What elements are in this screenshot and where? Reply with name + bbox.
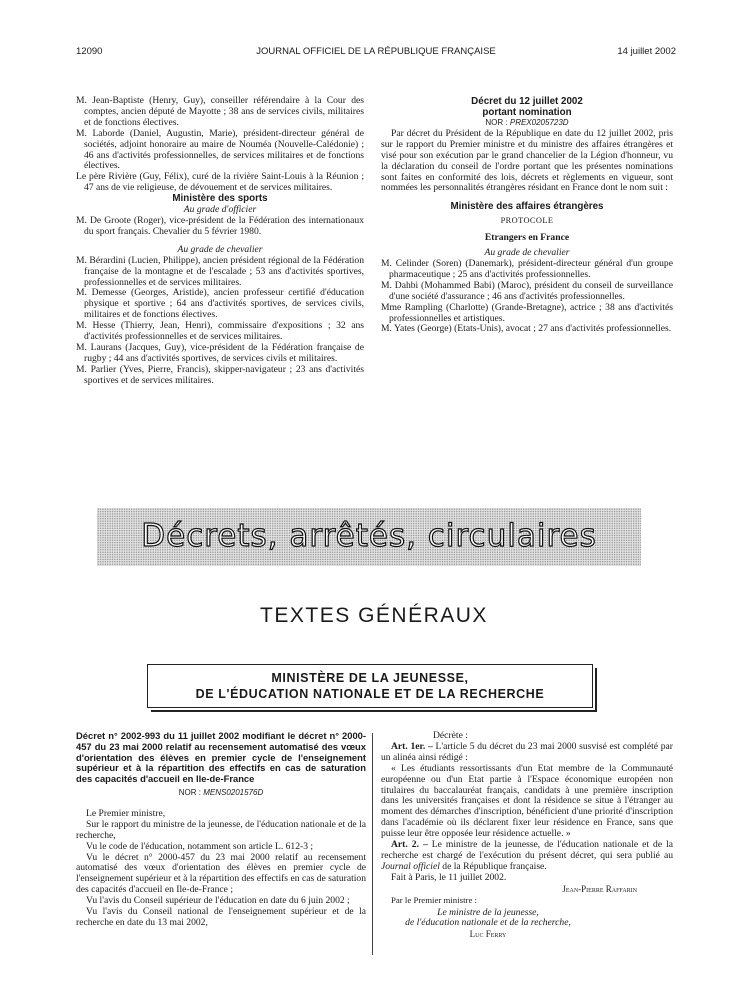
list-item: M. Jean-Baptiste (Henry, Guy), conseiller référendaire à la Cour des comptes, ancien député de Mayotte ; 38 ans de services civils, militaires et de fonctions électives. xyxy=(76,95,364,128)
ministry-box-line1: MINISTÈRE DE LA JEUNESSE, xyxy=(271,671,469,685)
decree-subtitle: portant nomination xyxy=(482,107,572,118)
grade-officier-label: Au grade d'officier xyxy=(183,204,257,216)
article-1: Art. 1er. – L'article 5 du décret du 23 mai 2000 susvisé est complété par un alinéa ainsi rédigé : xyxy=(381,740,673,763)
nor-reference: NOR : MENS0201576D xyxy=(178,787,264,797)
paragraph: Sur le rapport du ministre de la jeunesse, de l'éducation nationale et de la recherche, xyxy=(76,818,366,841)
list-item: M. Hesse (Thierry, Jean, Henri), commissaire d'expositions ; 32 ans d'activités professionnelles et de services militaires. xyxy=(76,320,364,343)
top-right-column xyxy=(381,96,673,335)
minister-title-2: de l'éducation nationale et de la recherche, xyxy=(405,917,571,929)
column-divider xyxy=(372,733,373,955)
section-banner xyxy=(97,508,641,566)
minister-name: Luc Ferry xyxy=(469,929,507,940)
fait-line: Fait à Paris, le 11 juillet 2002. xyxy=(391,871,507,883)
section-title: TEXTES GÉNÉRAUX xyxy=(260,604,488,627)
article-1-quote: « Les étudiants ressortissants d'un Etat membre de la Communauté européenne ou d'un Etat partie à l'Espace économique européen non titulaires du baccalauréat français, candidats à une première inscription dans les universités françaises et dont la résidence se situe à l'étranger au moment des démarches d'inscription, bénéficient d'une priorité d'inscription dans l'académie où ils déclarent fixer leur résidence en France, sans que puisse leur être opposée leur résidence actuelle. » xyxy=(381,762,673,840)
list-item: M. Laborde (Daniel, Augustin, Marie), président-directeur général de sociétés, adjoint honoraire au maire de Nouméa (Nouvelle-Calédonie) ; 46 ans d'activités professionnelles, de services militaires et de fonctions électives. xyxy=(76,127,364,172)
top-left-column xyxy=(76,96,364,387)
article-2: Art. 2. – Le ministre de la jeunesse, de l'éducation nationale et de la recherche est chargé de l'exécution du présent décret, qui sera publié au Journal officiel de la République française. xyxy=(381,839,673,872)
par-le-label: Par le Premier ministre : xyxy=(391,894,477,905)
bottom-right-column xyxy=(381,731,673,940)
grade-chevalier-label: Au grade de chevalier xyxy=(484,247,570,259)
list-item: M. Dahbi (Mohammed Babi) (Maroc), président du conseil de surveillance d'une société d'assurance ; 46 ans d'activités professionnelles. xyxy=(381,279,673,302)
list-item: M. De Groote (Roger), vice-président de la Fédération des internationaux du sport français. Chevalier du 5 février 1980. xyxy=(76,214,364,237)
paragraph: Vu l'avis du Conseil supérieur de l'éducation en date du 6 juin 2002 ; xyxy=(86,895,350,907)
list-item: M. Demesse (Georges, Aristide), ancien professeur certifié d'éducation physique et sportive ; 64 ans d'activités sportives, de services civils, militaires et de fonctions électives. xyxy=(76,287,364,321)
decree-body: Par décret du Président de la République en date du 12 juillet 2002, pris sur le rapport du Premier ministre et du ministre des affaires étrangères et visé pour son exécution par le grand chancelier de la Légion d'honneur, vu la déclaration du conseil de l'ordre portant que les présentes nominations sont faites en conformité des lois, décrets et règlements en vigueur, sont nommées les personnalités étrangères résidant en France dont le nom suit : xyxy=(381,127,673,194)
nor-reference: NOR : PREX0205723D xyxy=(485,118,569,127)
list-item: M. Yates (George) (Etats-Unis), avocat ; 27 ans d'activités professionnelles. xyxy=(381,323,672,335)
list-item: M. Celinder (Soren) (Danemark), président-directeur général d'un groupe pharmaceutique ; 25 ans d'activités professionnelles. xyxy=(381,257,673,280)
banner-text: Décrets, arrêtés, circulaires xyxy=(141,518,597,554)
decree-title: Décret du 12 juillet 2002 xyxy=(471,96,583,107)
ministry-box xyxy=(147,664,593,708)
paragraph: Vu le décret n° 2000-457 du 23 mai 2000 relatif au recensement automatisé des vœux d'orientation des élèves en premier cycle de l'enseignement supérieur et à la répartition des effectifs en cas de saturation des capacités d'accueil en Ile-de-France ; xyxy=(76,851,366,896)
protocole-label: PROTOCOLE xyxy=(500,216,554,226)
journal-title: JOURNAL OFFICIEL DE LA RÉPUBLIQUE FRANÇAISE xyxy=(256,46,496,57)
minister-title-1: Le ministre de la jeunesse, xyxy=(437,906,539,918)
list-item: Le père Rivière (Guy, Félix), curé de la rivière Saint-Louis à la Réunion ; 47 ans de vie religieuse, de dévouement et de services militaires. xyxy=(76,171,364,194)
paragraph: Le Premier ministre, xyxy=(86,807,166,819)
ministry-box-line2: DE L'ÉDUCATION NATIONALE ET DE LA RECHERCHE xyxy=(195,687,545,701)
list-item: Mme Rampling (Charlotte) (Grande-Bretagne), actrice ; 38 ans d'activités professionnelles et artistiques. xyxy=(381,301,673,324)
issue-date: 14 juillet 2002 xyxy=(617,46,676,57)
paragraph: Vu l'avis du Conseil national de l'enseignement supérieur et de la recherche en date du 13 mai 2002, xyxy=(76,906,366,928)
signatory: Jean-Pierre Raffarin xyxy=(562,883,637,894)
ministry-heading: Ministère des affaires étrangères xyxy=(450,201,604,213)
bottom-left-column xyxy=(76,731,366,929)
list-item: M. Laurans (Jacques, Guy), vice-président de la Fédération française de rugby ; 44 ans d'activités sportives, de services civils et militaires. xyxy=(76,341,364,364)
page-number: 12090 xyxy=(76,46,103,57)
grade-chevalier-label: Au grade de chevalier xyxy=(177,243,263,255)
page-header xyxy=(76,46,676,60)
sports-heading: Ministère des sports xyxy=(172,193,268,205)
decree-title: Décret n° 2002-993 du 11 juillet 2002 modifiant le décret n° 2000-457 du 23 mai 2000 relatif au recensement automatisé des vœux d'orientation des élèves en premier cycle de l'enseignement supérieur et à la répartition des effectifs en cas de saturation des capacités d'accueil en Ile-de-France xyxy=(76,730,366,785)
list-item: M. Bérardini (Lucien, Philippe), ancien président régional de la Fédération française de la montagne et de l'escalade ; 53 ans d'activités sportives, professionnelles et de services militaires. xyxy=(76,254,364,288)
list-item: M. Parlier (Yves, Pierre, Francis), skipper-navigateur ; 23 ans d'activités sportives et de services militaires. xyxy=(76,363,364,386)
paragraph: Vu le code de l'éducation, notamment son article L. 612-3 ; xyxy=(86,840,314,852)
etrangers-heading: Etrangers en France xyxy=(484,232,570,244)
decrete-label: Décrète : xyxy=(433,730,468,741)
